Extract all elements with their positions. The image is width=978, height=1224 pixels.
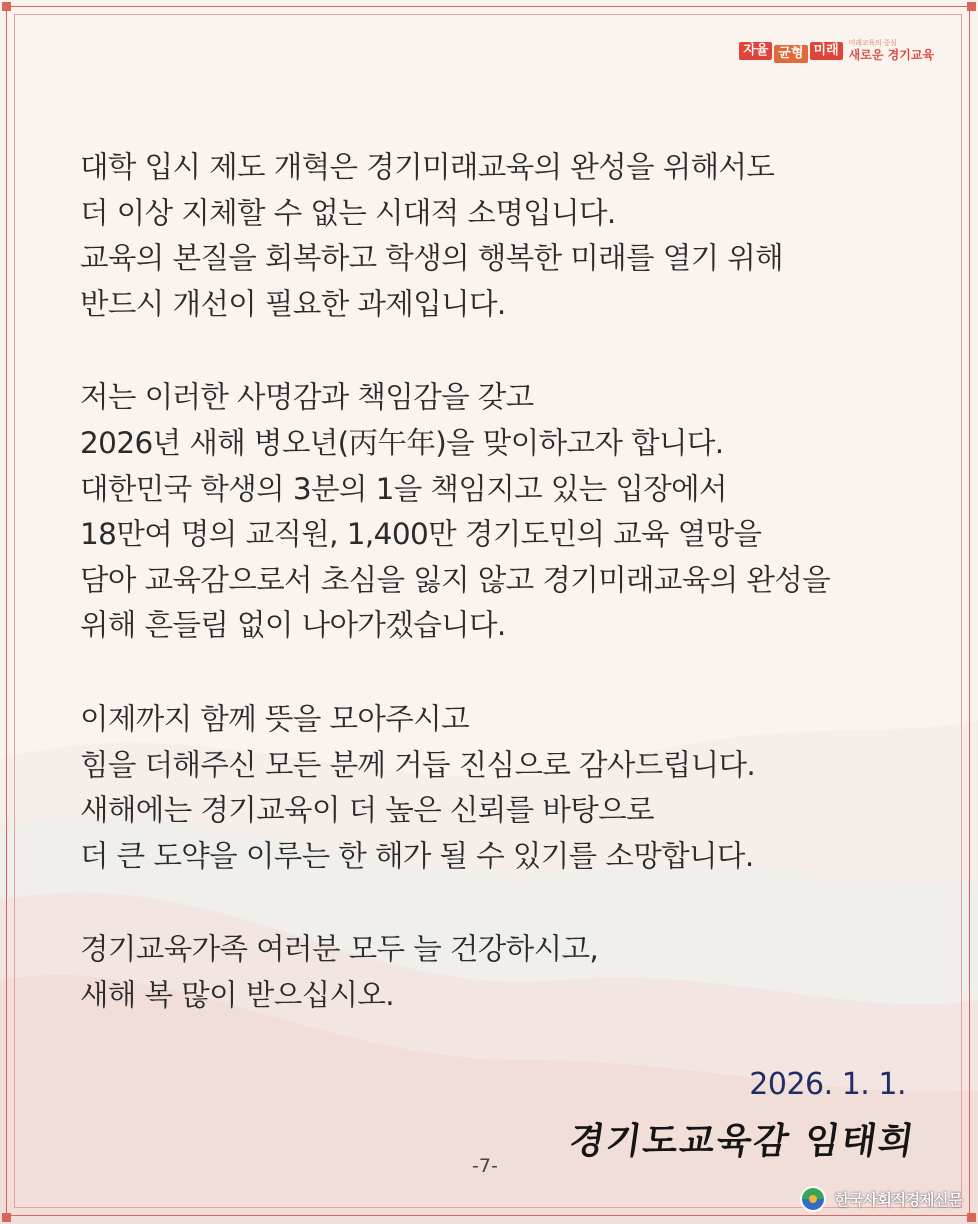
slogan: [739, 42, 842, 60]
newspaper-watermark: [798, 1184, 962, 1214]
frame-corner: [2, 2, 11, 11]
paragraph: [80, 697, 930, 879]
frame-corner: [967, 2, 976, 11]
newspaper-logo-icon: [798, 1184, 828, 1214]
text-line: 저는 이러한 사명감과 책임감을 갖고: [80, 380, 534, 415]
text-line: 대한민국 학생의 3분의 1을 책임지고 있는 입장에서: [80, 471, 727, 506]
handwritten-signature: 경기도교육감 임태희: [567, 1120, 919, 1162]
text-line: 힘을 더해주신 모든 분께 거듭 진심으로 감사드립니다.: [80, 747, 756, 782]
letter-date: 2026. 1. 1.: [749, 1067, 906, 1102]
text-line: 담아 교육감으로서 초심을 잃지 않고 경기미래교육의 완성을: [80, 562, 831, 597]
text-line: 새해 복 많이 받으십시오.: [80, 977, 395, 1012]
text-line: 더 이상 지체할 수 없는 시대적 소명입니다.: [80, 195, 616, 230]
text-line: 이제까지 함께 뜻을 모아주시고: [80, 701, 469, 736]
text-line: 2026년 새해 병오년(丙午年)을 맞이하고자 합니다.: [80, 425, 724, 460]
page-number: -7-: [472, 1155, 498, 1177]
paragraph: [80, 927, 930, 1018]
logo-tagline-small: 미래교육의 중심: [848, 39, 897, 47]
letter-body: [80, 145, 930, 1067]
watermark-text: 한국사회적경제신문: [834, 1191, 962, 1209]
gyeonggi-education-logo: [739, 40, 934, 61]
text-line: 교육의 본질을 회복하고 학생의 행복한 미래를 열기 위해: [80, 241, 784, 276]
slogan-word: 미래: [810, 42, 843, 60]
frame-corner: [967, 1213, 976, 1222]
text-line: 새해에는 경기교육이 더 높은 신뢰를 바탕으로: [80, 793, 654, 828]
paragraph: [80, 145, 930, 327]
text-line: 반드시 개선이 필요한 과제입니다.: [80, 286, 506, 321]
frame-corner: [2, 1213, 11, 1222]
logo-tagline-main: 새로운 경기교육: [848, 48, 934, 62]
slogan-word: 균형: [774, 45, 807, 63]
text-line: 위해 흔들림 없이 나아가겠습니다.: [80, 608, 506, 643]
logo-tagline: [849, 40, 934, 61]
text-line: 더 큰 도약을 이루는 한 해가 될 수 있기를 소망합니다.: [80, 838, 754, 873]
text-line: 경기교육가족 여러분 모두 늘 건강하시고,: [80, 932, 599, 967]
slogan-word: 자율: [739, 42, 772, 60]
text-line: 18만여 명의 교직원, 1,400만 경기도민의 교육 열망을: [80, 517, 762, 552]
paragraph: [80, 375, 930, 649]
text-line: 대학 입시 제도 개혁은 경기미래교육의 완성을 위해서도: [80, 150, 775, 184]
